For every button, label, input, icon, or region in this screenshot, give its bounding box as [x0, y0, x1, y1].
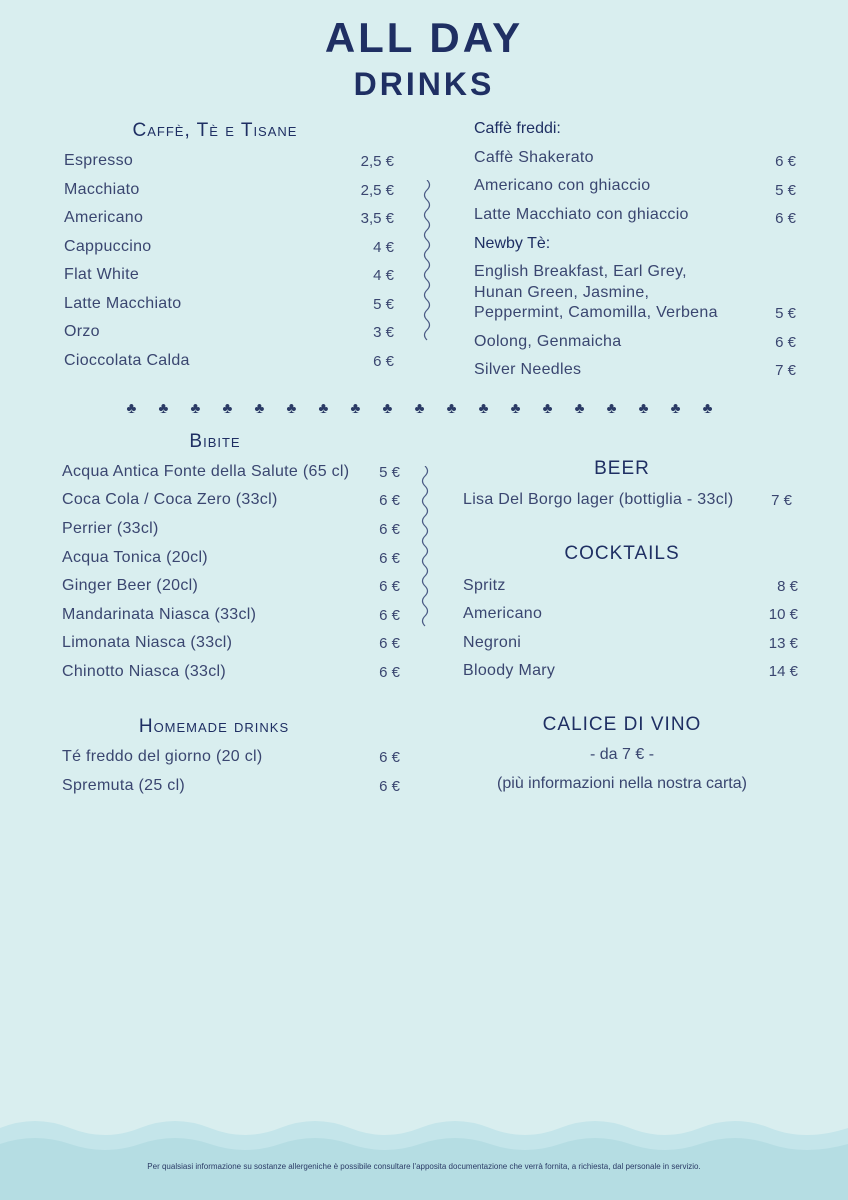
bibite-heading: Bibite [189, 431, 241, 452]
bibite-item-name: Coca Cola / Coca Zero (33cl) [62, 491, 278, 508]
caffe-item-price: 4 € [373, 267, 394, 284]
cocktail-item-price: 13 € [768, 635, 798, 652]
freddi-heading: Caffè freddi: [474, 120, 561, 137]
cocktail-item-price: 8 € [777, 578, 798, 595]
clubs-divider: ♣ ♣ ♣ ♣ ♣ ♣ ♣ ♣ ♣ ♣ ♣ ♣ ♣ ♣ ♣ ♣ ♣ ♣ ♣ [126, 400, 722, 417]
bibite-item-name: Perrier (33cl) [62, 520, 159, 537]
caffe-item-name: Americano [64, 209, 144, 226]
homemade-item-price: 6 € [379, 749, 400, 766]
newby-multi-price: 5 € [775, 305, 796, 322]
cocktail-item-name: Negroni [463, 634, 522, 651]
cocktail-item-price: 10 € [768, 606, 798, 623]
bibite-item-name: Limonata Niasca (33cl) [62, 634, 233, 651]
newby-line: English Breakfast, Earl Grey, [474, 263, 687, 280]
newby-item-name: Oolong, Genmaicha [474, 333, 622, 350]
menu-subtitle: DRINKS [353, 66, 495, 102]
caffe-item-name: Cappuccino [64, 238, 152, 255]
cocktail-item-price: 14 € [768, 663, 798, 680]
cocktail-item-name: Americano [463, 605, 543, 622]
bibite-item-name: Mandarinata Niasca (33cl) [62, 606, 257, 623]
newby-item-name: Silver Needles [474, 361, 582, 378]
cocktail-item-name: Spritz [463, 577, 506, 594]
bibite-item-name: Chinotto Niasca (33cl) [62, 663, 226, 680]
caffe-item-price: 3,5 € [360, 210, 394, 227]
bibite-item-name: Ginger Beer (20cl) [62, 577, 199, 594]
beer-heading: BEER [594, 458, 650, 479]
caffe-heading: Caffè, Tè e Tisane [132, 120, 298, 141]
bibite-item-price: 6 € [379, 492, 400, 509]
bibite-item-name: Acqua Antica Fonte della Salute (65 cl) [62, 463, 350, 480]
caffe-item-price: 3 € [373, 324, 394, 341]
homemade-item-price: 6 € [379, 778, 400, 795]
freddi-item-name: Americano con ghiaccio [474, 177, 651, 194]
bibite-item-price: 6 € [379, 635, 400, 652]
caffe-item-name: Orzo [64, 323, 100, 340]
caffe-item-name: Espresso [64, 152, 134, 169]
caffe-item-name: Flat White [64, 266, 140, 283]
freddi-item-price: 5 € [775, 182, 796, 199]
freddi-item-price: 6 € [775, 210, 796, 227]
bibite-item-price: 6 € [379, 578, 400, 595]
freddi-item-name: Latte Macchiato con ghiaccio [474, 206, 689, 223]
waves-decoration [0, 1110, 848, 1200]
vino-price-line: - da 7 € - [589, 746, 655, 763]
homemade-item-name: Spremuta (25 cl) [62, 777, 186, 794]
bibite-item-price: 5 € [379, 464, 400, 481]
caffe-item-price: 2,5 € [360, 153, 394, 170]
cocktails-heading: COCKTAILS [564, 543, 680, 564]
vino-heading: CALICE DI VINO [542, 714, 702, 735]
newby-line: Peppermint, Camomilla, Verbena [474, 304, 718, 321]
bibite-item-price: 6 € [379, 664, 400, 681]
newby-item-price: 6 € [775, 334, 796, 351]
newby-line: Hunan Green, Jasmine, [474, 284, 650, 301]
beer-item-name: Lisa Del Borgo lager (bottiglia - 33cl) [463, 491, 734, 508]
menu-title: ALL DAY [324, 14, 524, 61]
bibite-item-price: 6 € [379, 550, 400, 567]
freddi-item-price: 6 € [775, 153, 796, 170]
caffe-item-price: 4 € [373, 239, 394, 256]
wavy-divider-icon [418, 466, 432, 632]
bibite-item-price: 6 € [379, 607, 400, 624]
homemade-item-name: Té freddo del giorno (20 cl) [62, 748, 263, 765]
caffe-item-name: Cioccolata Calda [64, 352, 190, 369]
caffe-item-price: 2,5 € [360, 182, 394, 199]
vino-note: (più informazioni nella nostra carta) [497, 775, 747, 792]
caffe-item-price: 6 € [373, 353, 394, 370]
bibite-item-price: 6 € [379, 521, 400, 538]
caffe-item-price: 5 € [373, 296, 394, 313]
newby-item-price: 7 € [775, 362, 796, 379]
beer-item-price: 7 € [771, 492, 792, 509]
caffe-item-name: Macchiato [64, 181, 140, 198]
bibite-item-name: Acqua Tonica (20cl) [62, 549, 208, 566]
allergen-footer: Per qualsiasi informazione su sostanze allergeniche è possibile consultare l'apposita documentazione che verrà fornita, a richiesta, dal personale in servizio. [147, 1162, 701, 1171]
caffe-item-name: Latte Macchiato [64, 295, 182, 312]
wavy-divider-icon [420, 180, 434, 346]
cocktail-item-name: Bloody Mary [463, 662, 556, 679]
freddi-item-name: Caffè Shakerato [474, 149, 594, 166]
newby-heading: Newby Tè: [474, 235, 551, 252]
homemade-heading: Homemade drinks [138, 716, 290, 737]
